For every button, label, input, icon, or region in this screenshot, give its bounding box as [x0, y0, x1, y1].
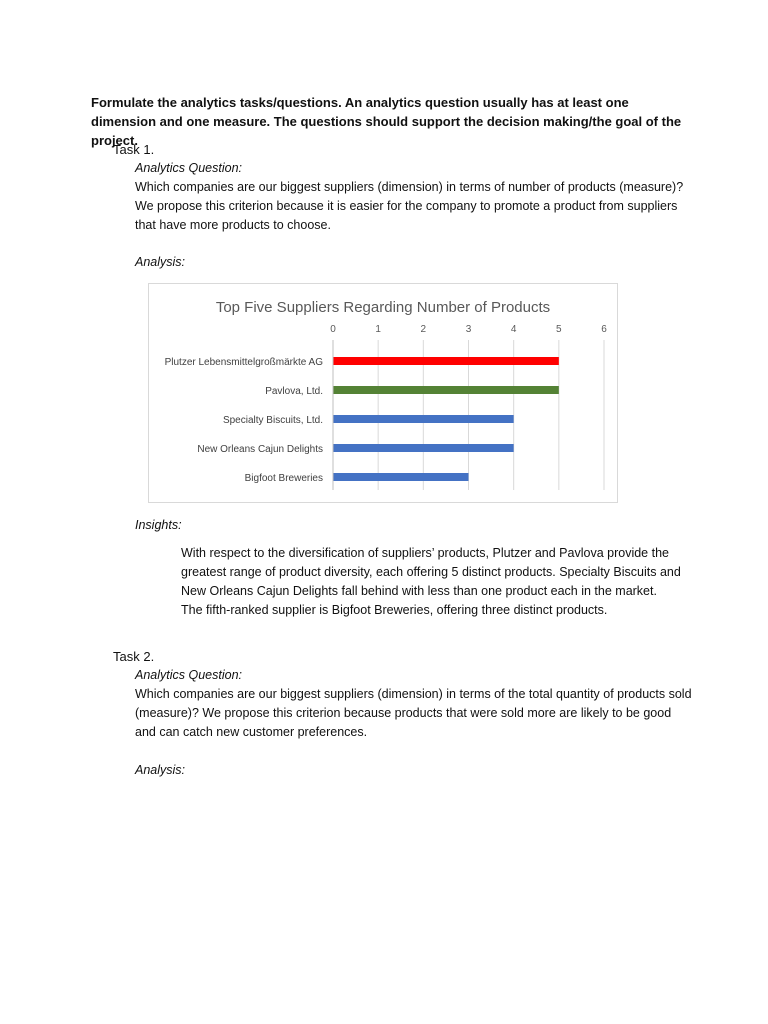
x-tick-label: 5: [556, 324, 562, 335]
category-label: Bigfoot Breweries: [244, 473, 323, 484]
task1-insights-label: Insights:: [135, 518, 182, 532]
task2-question: Which companies are our biggest suppliers (dimension) in terms of the total quantity of products sold (measure)? We propose this criterion because products that were sold more are likely to be good and can catch new customer preferences.: [135, 687, 692, 739]
task1-question-label: Analytics Question:: [135, 161, 242, 175]
x-tick-label: 0: [330, 324, 336, 335]
bar: [333, 415, 514, 423]
task2-analysis-label: Analysis:: [135, 763, 186, 777]
supplier-bar-chart: [148, 283, 618, 503]
task1-insights: With respect to the diversification of suppliers’ products, Plutzer and Pavlova provide the greatest range of product diversity, each offering 5 distinct products. Specialty Biscuits and New Orleans Cajun Delights fall behind with less than one product each in the market. The fifth-ranked supplier is Bigfoot Breweries, offering three distinct products.: [181, 546, 681, 617]
task1-analysis-label: Analysis:: [135, 255, 186, 269]
chart-svg: [149, 284, 617, 502]
category-label: Plutzer Lebensmittelgroßmärkte AG: [164, 357, 323, 368]
bar: [333, 386, 559, 394]
x-tick-label: 4: [510, 324, 517, 335]
bar: [333, 357, 559, 365]
intro-heading: Formulate the analytics tasks/questions. An analytics question usually has at least one dimension and one measure. The questions should support the decision making/the goal of the project.: [91, 95, 682, 148]
category-label: Specialty Biscuits, Ltd.: [222, 415, 323, 426]
x-tick-label: 2: [420, 324, 427, 335]
category-label: Pavlova, Ltd.: [265, 386, 323, 397]
task2-title: Task 2.: [113, 649, 155, 664]
chart-title: Top Five Suppliers Regarding Number of Products: [215, 299, 551, 316]
x-tick-label: 3: [465, 324, 472, 335]
x-tick-label: 1: [375, 324, 381, 335]
task1-title: Task 1.: [113, 142, 155, 157]
task2-question-label: Analytics Question:: [135, 668, 242, 682]
bar: [333, 473, 469, 481]
category-label: New Orleans Cajun Delights: [197, 444, 323, 455]
task1-question: Which companies are our biggest suppliers (dimension) in terms of number of products (measure)? We propose this criterion because it is easier for the company to promote a product from suppliers that have more products to choose.: [135, 180, 684, 232]
bar: [333, 444, 514, 452]
x-tick-label: 6: [601, 324, 607, 335]
